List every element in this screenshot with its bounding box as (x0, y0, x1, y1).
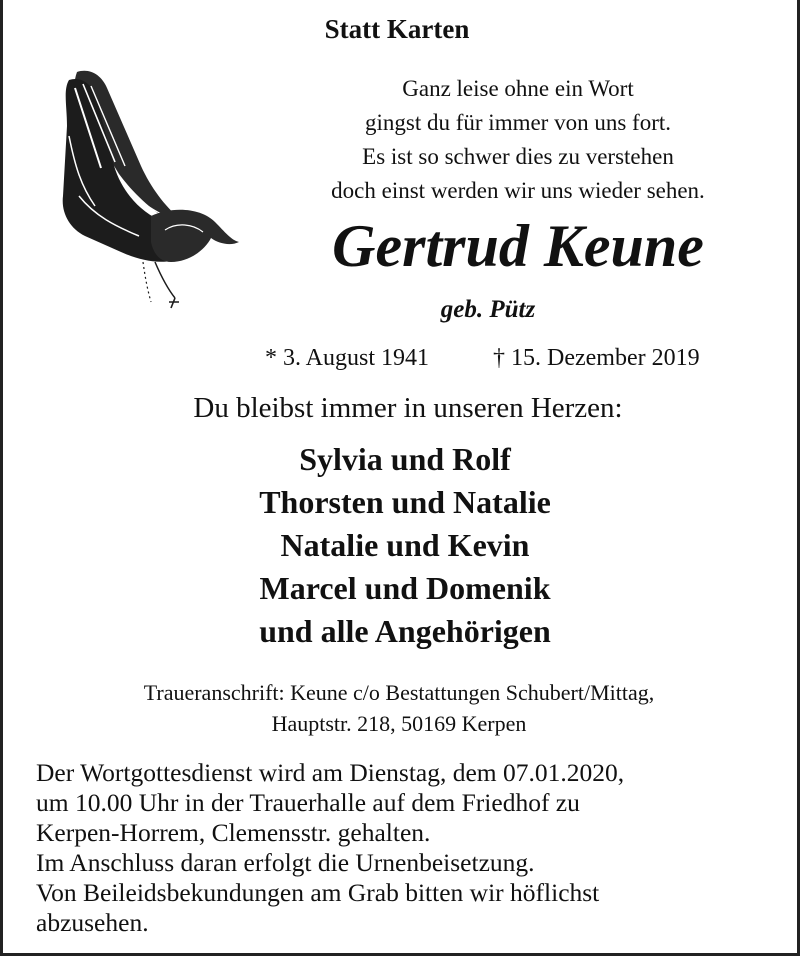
address-line: Hauptstr. 218, 50169 Kerpen (271, 711, 527, 736)
birth-name: geb. Pütz (440, 296, 536, 323)
mourning-address (0, 677, 799, 739)
praying-hands-icon (55, 66, 245, 316)
service-line: Kerpen-Horrem, Clemensstr. gehalten. (36, 818, 431, 847)
mourner-entry: Marcel und Domenik (259, 570, 551, 606)
deceased-name: Gertrud Keune (332, 213, 704, 279)
service-line: Der Wortgottesdienst wird am Dienstag, dem 07.01.2020, (36, 758, 625, 787)
poem-line: gingst du für immer von uns fort. (365, 110, 671, 135)
death-date: † 15. Dezember 2019 (493, 345, 700, 371)
header-title: Statt Karten (324, 14, 470, 44)
mourners-list (5, 438, 800, 653)
service-info (36, 758, 796, 938)
remembrance-line: Du bleibst immer in unseren Herzen: (193, 392, 623, 424)
service-line: um 10.00 Uhr in der Trauerhalle auf dem Friedhof zu (36, 788, 580, 817)
birth-date: * 3. August 1941 (265, 345, 430, 371)
mourner-entry: Natalie und Kevin (280, 527, 530, 563)
poem-line: doch einst werden wir uns wieder sehen. (331, 178, 705, 203)
poem (253, 72, 783, 208)
mourner-entry: Sylvia und Rolf (299, 441, 511, 477)
service-line: abzusehen. (36, 908, 149, 937)
mourner-entry: Thorsten und Natalie (259, 484, 551, 520)
poem-line: Ganz leise ohne ein Wort (402, 76, 634, 101)
mourner-entry: und alle Angehörigen (259, 613, 551, 649)
poem-line: Es ist so schwer dies zu verstehen (362, 144, 674, 169)
service-line: Im Anschluss daran erfolgt die Urnenbeisetzung. (36, 848, 535, 877)
address-line: Traueranschrift: Keune c/o Bestattungen Schubert/Mittag, (143, 680, 655, 705)
service-line: Von Beileidsbekundungen am Grab bitten wir höflichst (36, 878, 600, 907)
